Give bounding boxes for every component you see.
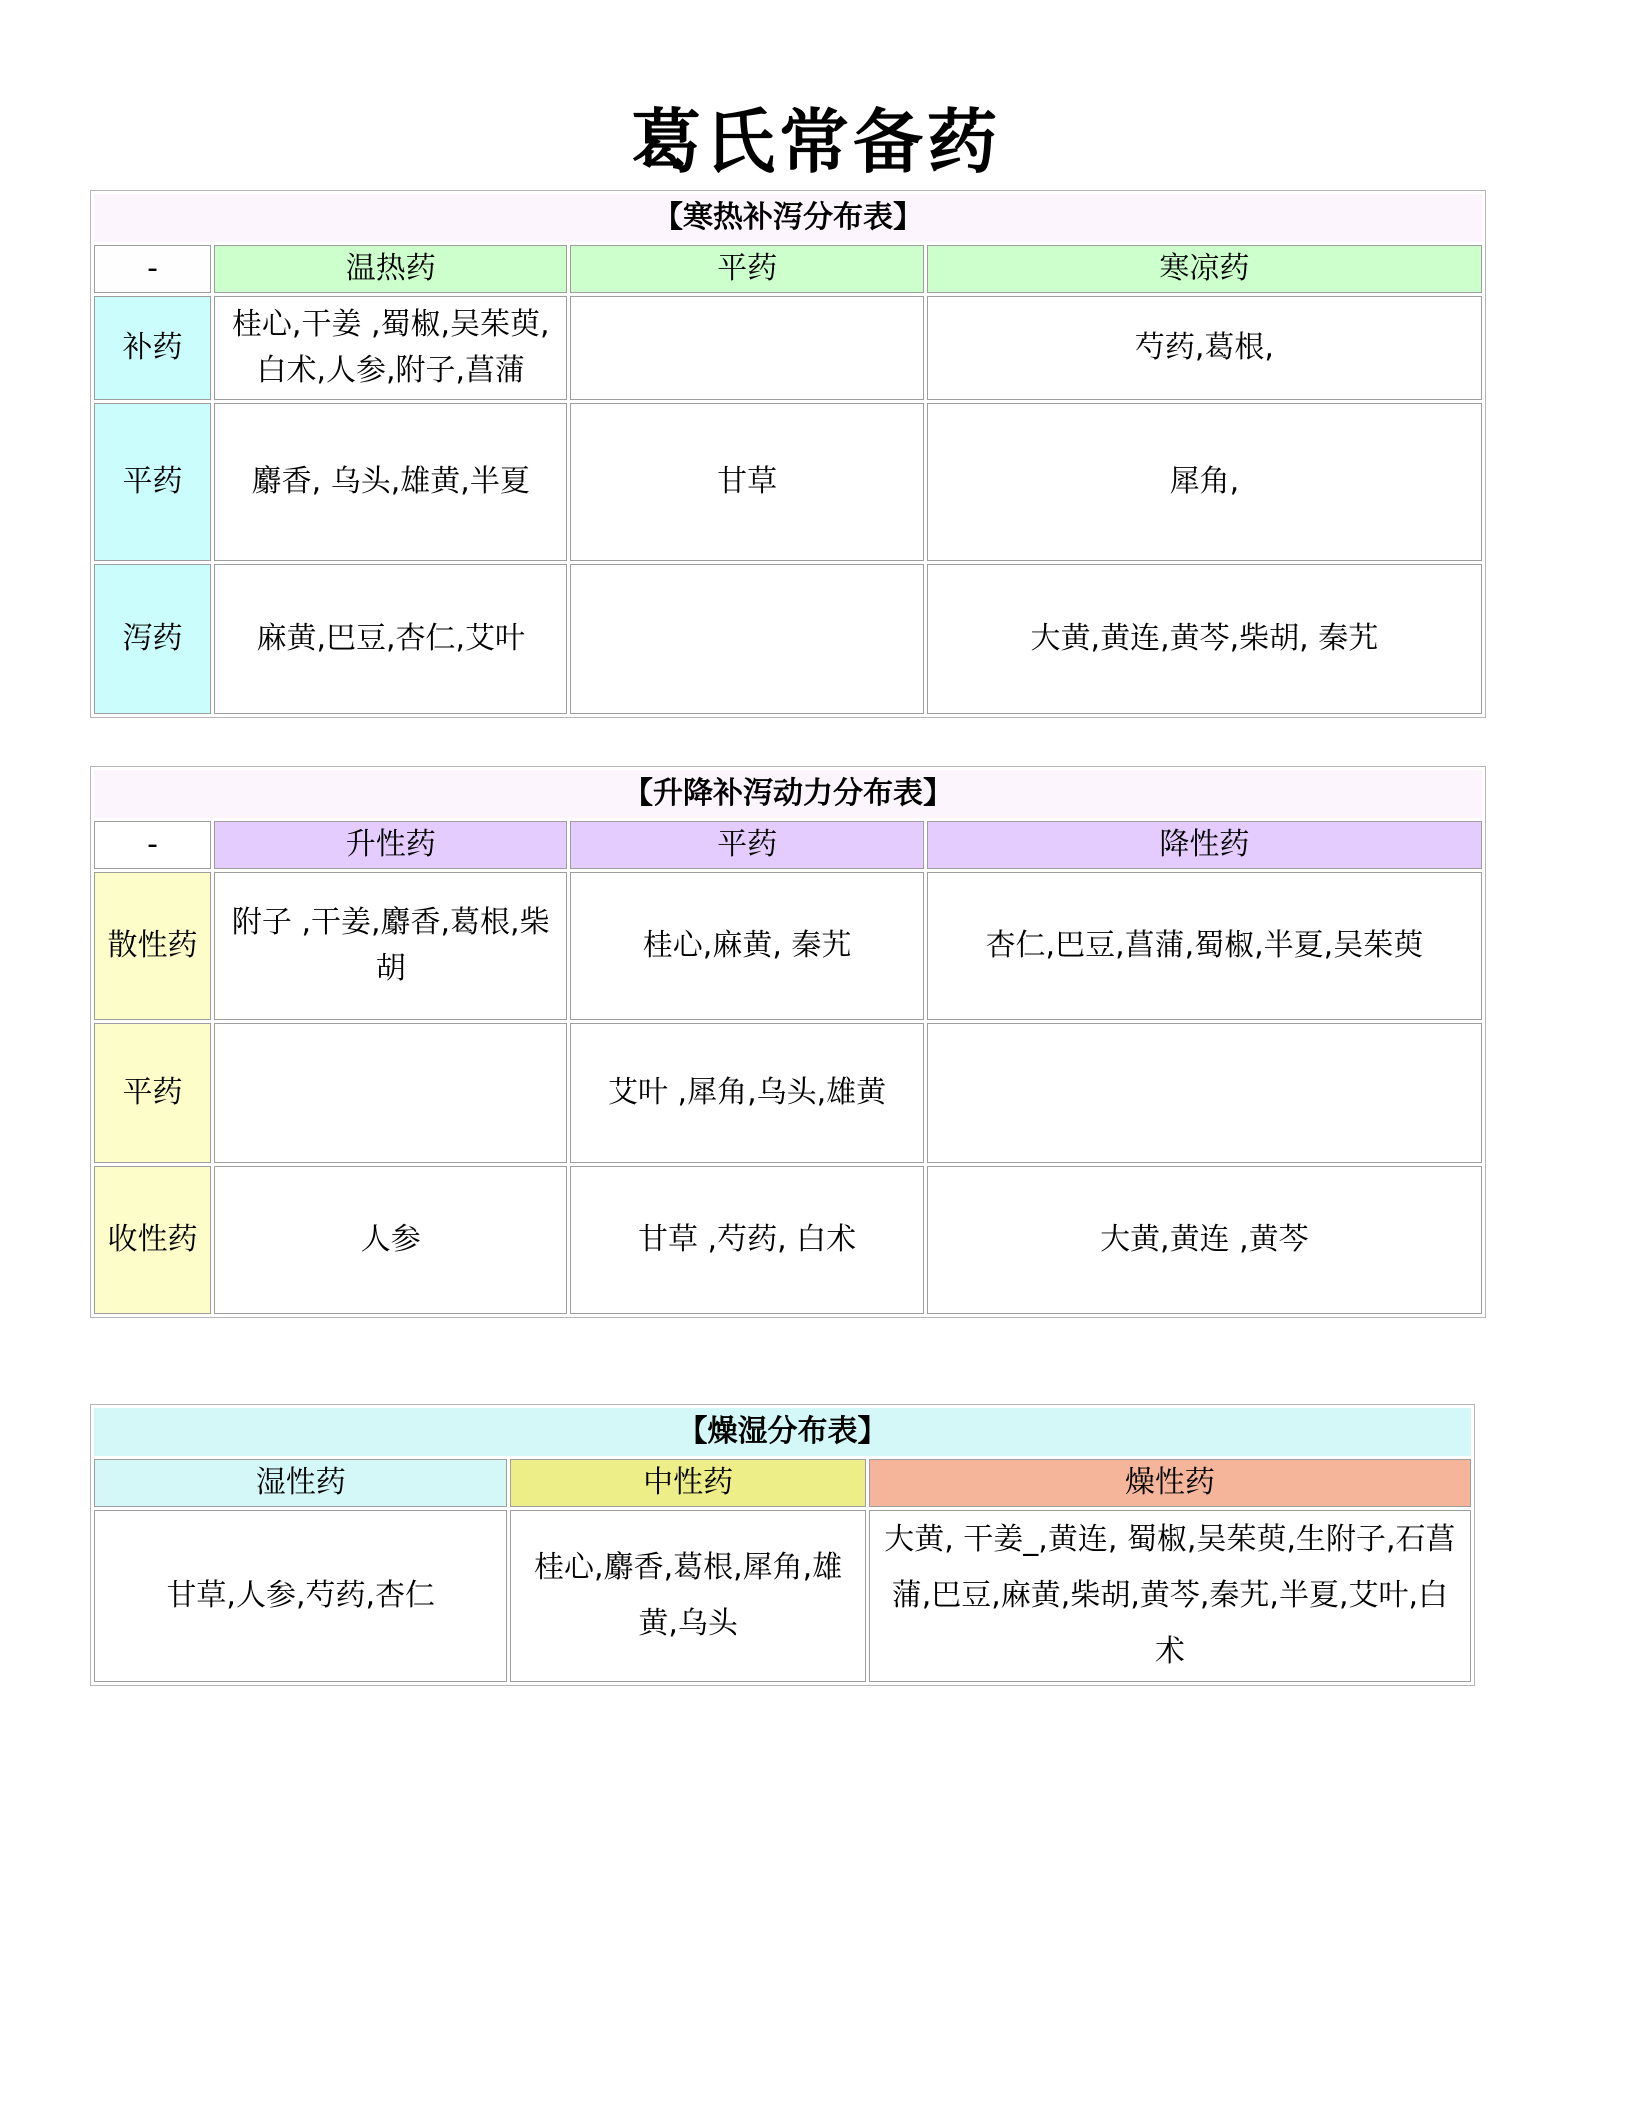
table-cell: 大黄,黄连,黄芩,柴胡, 秦艽 — [927, 564, 1482, 714]
table-cell: 大黄, 干姜_,黄连, 蜀椒,吴茱萸,生附子,石菖蒲,巴豆,麻黄,柴胡,黄芩,秦艽,半夏,艾叶,白术 — [869, 1510, 1471, 1682]
column-header: 温热药 — [214, 245, 567, 293]
table-cell: 甘草 ,芍药, 白术 — [570, 1166, 923, 1314]
table-cell: 芍药,葛根, — [927, 296, 1482, 400]
table-cell — [214, 1023, 567, 1163]
table-row — [94, 1023, 1482, 1163]
column-header: 降性药 — [927, 821, 1482, 869]
table-row — [94, 564, 1482, 714]
table-caption: 【燥湿分布表】 — [94, 1408, 1471, 1456]
row-header: 平药 — [94, 1023, 211, 1163]
corner-cell: - — [94, 245, 211, 293]
table-cell: 犀角, — [927, 403, 1482, 561]
table-cell: 人参 — [214, 1166, 567, 1314]
row-header: 散性药 — [94, 872, 211, 1020]
table-row — [94, 1166, 1482, 1314]
cold-heat-table — [90, 190, 1486, 718]
table-cell — [570, 296, 923, 400]
column-header: 燥性药 — [869, 1459, 1471, 1507]
row-header: 泻药 — [94, 564, 211, 714]
table-cell — [927, 1023, 1482, 1163]
table-cell: 桂心,麻黄, 秦艽 — [570, 872, 923, 1020]
table-row — [94, 403, 1482, 561]
table-cell: 艾叶 ,犀角,乌头,雄黄 — [570, 1023, 923, 1163]
table-cell: 甘草 — [570, 403, 923, 561]
corner-cell: - — [94, 821, 211, 869]
table-cell: 杏仁,巴豆,菖蒲,蜀椒,半夏,吴茱萸 — [927, 872, 1482, 1020]
table-caption: 【寒热补泻分布表】 — [94, 194, 1482, 242]
table-cell: 麝香, 乌头,雄黄,半夏 — [214, 403, 567, 561]
column-header: 平药 — [570, 245, 923, 293]
table-row — [94, 1510, 1471, 1682]
table-cell: 甘草,人参,芍药,杏仁 — [94, 1510, 507, 1682]
row-header: 平药 — [94, 403, 211, 561]
dry-wet-table — [90, 1404, 1475, 1686]
table-caption: 【升降补泻动力分布表】 — [94, 770, 1482, 818]
column-header: 湿性药 — [94, 1459, 507, 1507]
rise-fall-table — [90, 766, 1486, 1318]
table-cell — [570, 564, 923, 714]
table-row — [94, 296, 1482, 400]
column-header: 平药 — [570, 821, 923, 869]
table-cell: 附子 ,干姜,麝香,葛根,柴胡 — [214, 872, 567, 1020]
page-title: 葛氏常备药 — [631, 101, 1001, 183]
row-header: 补药 — [94, 296, 211, 400]
table-cell: 桂心,干姜 ,蜀椒,吴茱萸,白术,人参,附子,菖蒲 — [214, 296, 567, 400]
column-header: 中性药 — [510, 1459, 865, 1507]
column-header: 寒凉药 — [927, 245, 1482, 293]
table-row — [94, 872, 1482, 1020]
row-header: 收性药 — [94, 1166, 211, 1314]
column-header: 升性药 — [214, 821, 567, 869]
table-cell: 桂心,麝香,葛根,犀角,雄黄,乌头 — [510, 1510, 865, 1682]
table-cell: 大黄,黄连 ,黄芩 — [927, 1166, 1482, 1314]
table-cell: 麻黄,巴豆,杏仁,艾叶 — [214, 564, 567, 714]
